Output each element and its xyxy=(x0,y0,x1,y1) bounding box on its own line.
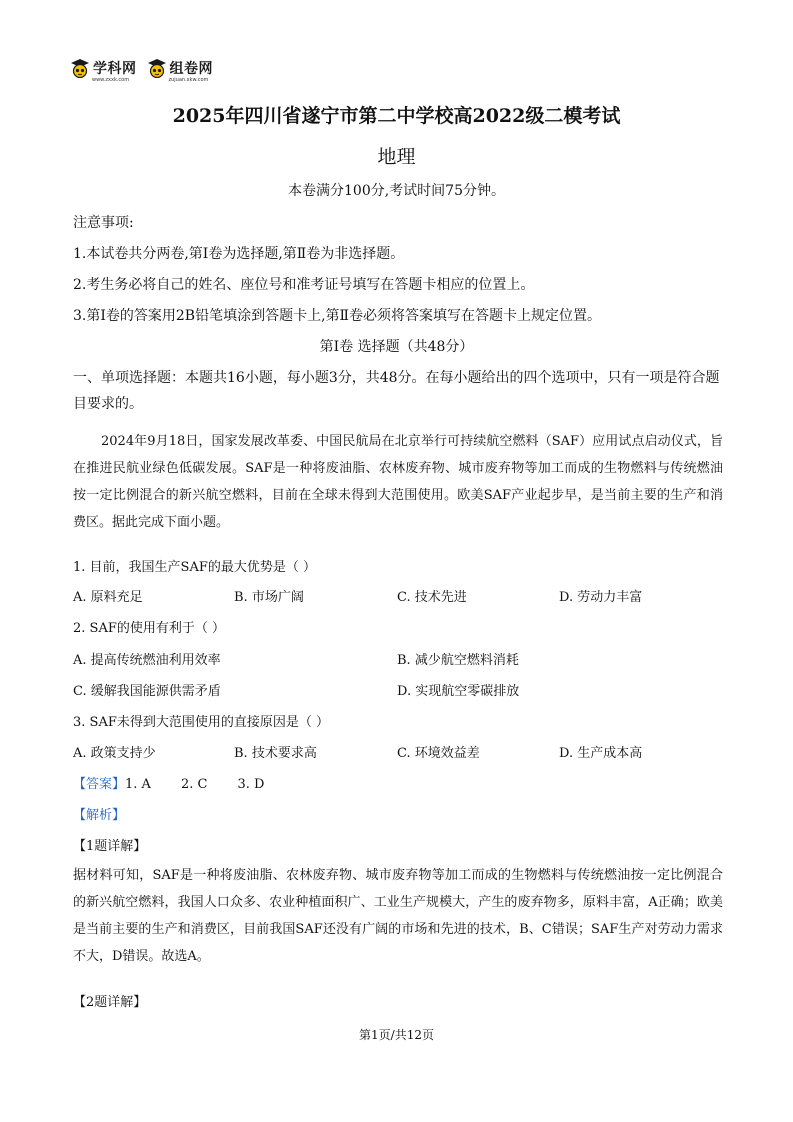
notice-heading: 注意事项: xyxy=(73,215,134,231)
detail-1-text: 据材料可知，SAF是一种将废油脂、农林废弃物、城市废弃物等加工而成的生物燃料与传统燃油按一定比例混合的新兴航空燃料，我国人口众多、农业种植面积广、工业生产规模大，产生的废弃物多，原料丰富，A正确；欧美是当前主要的生产和消费区，目前我国SAF还没有广阔的市场和先进的技术，B、C错误；SAF生产对劳动力需求不大，D错误。故选A。 xyxy=(73,868,723,964)
subject-title: 地理 xyxy=(377,146,416,168)
question-1-stem: 1. 目前，我国生产SAF的最大优势是（ ） xyxy=(73,560,316,575)
logo-name: 学科网 xyxy=(93,61,137,77)
question-2-stem: 2. SAF的使用有利于（ ） xyxy=(73,621,225,636)
question-1-option-b[interactable]: B. 市场广阔 xyxy=(234,590,304,605)
exam-meta: 本卷满分100分,考试时间75分钟。 xyxy=(288,183,505,199)
part-instructions: 一、单项选择题：本题共16小题，每小题3分，共48分。在每小题给出的四个选项中，只有一项是符合题目要求的。 xyxy=(73,370,720,412)
question-2-option-d[interactable]: D. 实现航空零碳排放 xyxy=(397,684,520,699)
graduate-owl-icon xyxy=(147,58,167,78)
question-3-option-b[interactable]: B. 技术要求高 xyxy=(234,746,317,761)
graduate-owl-icon xyxy=(70,58,90,78)
question-2-option-c[interactable]: C. 缓解我国能源供需矛盾 xyxy=(73,684,221,699)
exam-title: 2025年四川省遂宁市第二中学校高2022级二模考试 xyxy=(172,105,621,127)
question-3-stem: 3. SAF未得到大范围使用的直接原因是（ ） xyxy=(73,715,329,730)
answer-line xyxy=(73,773,264,792)
notice-item: 1.本试卷共分两卷,第Ⅰ卷为选择题,第Ⅱ卷为非选择题。 xyxy=(73,246,405,262)
detail-1-heading: 【1题详解】 xyxy=(73,839,147,854)
answer-item: 2. C xyxy=(180,777,208,792)
logo-zujuan[interactable] xyxy=(147,58,214,83)
question-2-option-a[interactable]: A. 提高传统燃油利用效率 xyxy=(73,653,221,668)
question-3-option-d[interactable]: D. 生产成本高 xyxy=(559,746,643,761)
question-1-option-c[interactable]: C. 技术先进 xyxy=(397,590,467,605)
logo-name: 组卷网 xyxy=(169,61,213,77)
question-1-option-d[interactable]: D. 劳动力丰富 xyxy=(559,590,643,605)
question-3-option-c[interactable]: C. 环境效益差 xyxy=(397,746,480,761)
analysis-tag: 【解析】 xyxy=(73,808,126,823)
reading-material: 2024年9月18日，国家发展改革委、中国民航局在北京举行可持续航空燃料（SAF）应用试点启动仪式，旨在推进民航业绿色低碳发展。SAF是一种将废油脂、农林废弃物、城市废弃物等加工而成的生物燃料与传统燃油按一定比例混合的新兴航空燃料，目前在全球未得到大范围使用。欧美SAF产业起步早，是当前主要的生产和消费区。据此完成下面小题。 xyxy=(73,434,723,530)
notice-item: 3.第Ⅰ卷的答案用2B铅笔填涂到答题卡上,第Ⅱ卷必须将答案填写在答题卡上规定位置。 xyxy=(73,308,602,324)
section-title: 第Ⅰ卷 选择题（共48分） xyxy=(319,339,474,355)
answer-tag: 【答案】 xyxy=(73,777,126,792)
question-3-option-a[interactable]: A. 政策支持少 xyxy=(73,746,156,761)
answer-item: 1. A xyxy=(125,777,151,792)
answer-item: 3. D xyxy=(237,777,265,792)
page-footer: 第1页/共12页 xyxy=(359,1028,434,1042)
logo-url: zujuan.xkw.com xyxy=(168,77,209,83)
logo-xkw[interactable] xyxy=(70,58,137,83)
notice-item: 2.考生务必将自己的姓名、座位号和准考证号填写在答题卡相应的位置上。 xyxy=(73,277,535,293)
detail-2-heading: 【2题详解】 xyxy=(73,995,147,1010)
logo-url: www.zxxk.com xyxy=(92,77,130,83)
question-2-option-b[interactable]: B. 减少航空燃料消耗 xyxy=(397,653,519,668)
question-1-option-a[interactable]: A. 原料充足 xyxy=(73,590,143,605)
header-logos xyxy=(70,58,213,83)
